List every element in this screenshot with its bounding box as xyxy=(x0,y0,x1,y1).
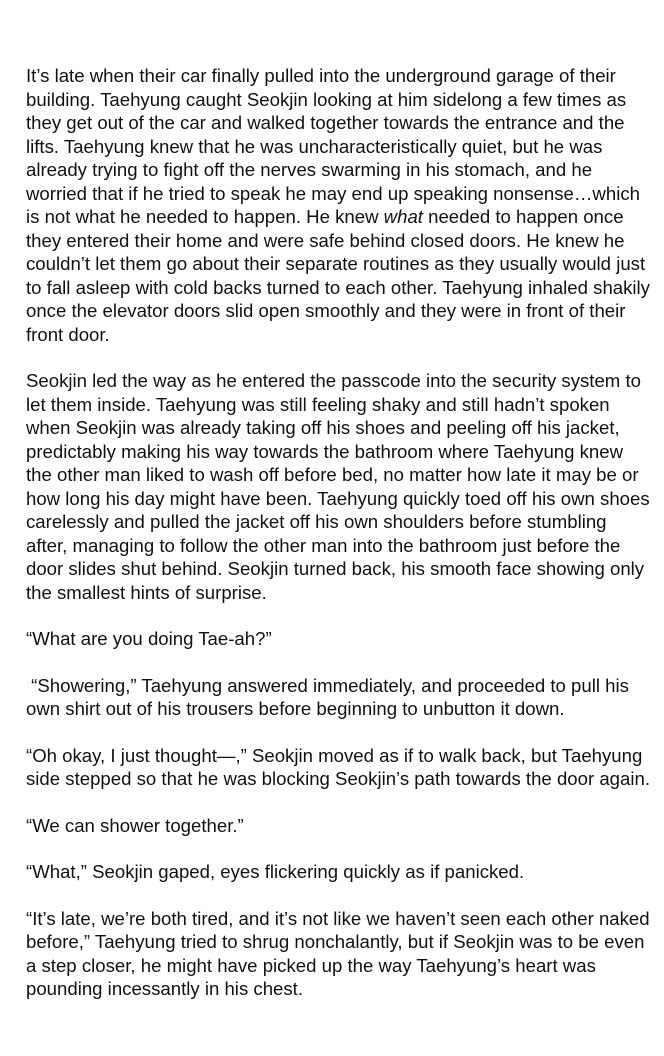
paragraph-oh-okay: “Oh okay, I just thought—,” Seokjin moved as if to walk back, but Taehyung side stepped so that he was blocking Seokjin’s path towards the door again. xyxy=(26,744,650,789)
paragraph-its-late: “It’s late, we’re both tired, and it’s not like we haven’t seen each other naked before,” Taehyung tried to shrug nonchalantly, but if Seokjin was to be even a step closer, he might have picked up the way Taehyung’s heart was pounding incessantly in his chest. xyxy=(26,907,650,999)
paragraph-passcode: Seokjin led the way as he entered the passcode into the security system to let them inside. Taehyung was still feeling shaky and still hadn’t spoken when Seokjin was already taking off his shoes and peeling off his jacket, predictably making his way towards the bathroom where Taehyung knew the other man liked to wash off before bed, no matter how late it may be or how long his day might have been. Taehyung quickly toed off his own shoes carelessly and pulled the jacket off his own shoulders before stumbling after, managing to follow the other man into the bathroom just before the door slides shut behind. Seokjin turned back, his smooth face showing only the smallest hints of surprise. xyxy=(26,370,650,603)
paragraph-question: “What are you doing Tae-ah?” xyxy=(26,628,272,649)
paragraph-garage-text-2: needed to happen once they entered their home and were safe behind closed doors. He knew he couldn’t let them go about their separate routines as they usually would just to fall asleep with cold backs turned to each other. Taehyung inhaled shakily once the elevator doors slid open smoothly and they were in front of their front door. xyxy=(26,206,650,345)
paragraph-garage-text-1: It’s late when their car finally pulled into the underground garage of their building. Taehyung caught Seokjin looking at him sidelong a few times as they get out of the car and walked together towards the entrance and the lifts. Taehyung knew that he was uncharacteristically quiet, but he was already trying to fight off the nerves swarming in his stomach, and he worried that if he tried to speak he may end up speaking nonsense…which is not what he needed to happen. He knew xyxy=(26,65,640,227)
paragraph-garage xyxy=(26,64,650,346)
paragraph-shower-together: “We can shower together.” xyxy=(26,814,244,836)
paragraph-garage-italic-what: what xyxy=(383,206,423,227)
paragraph-showering xyxy=(26,674,650,721)
paragraph-what: “What,” Seokjin gaped, eyes flickering quickly as if panicked. xyxy=(26,861,525,882)
paragraph-showering-text: “Showering,” Taehyung answered immediately, and proceeded to pull his own shirt out of his trousers before beginning to unbutton it down. xyxy=(26,674,629,719)
